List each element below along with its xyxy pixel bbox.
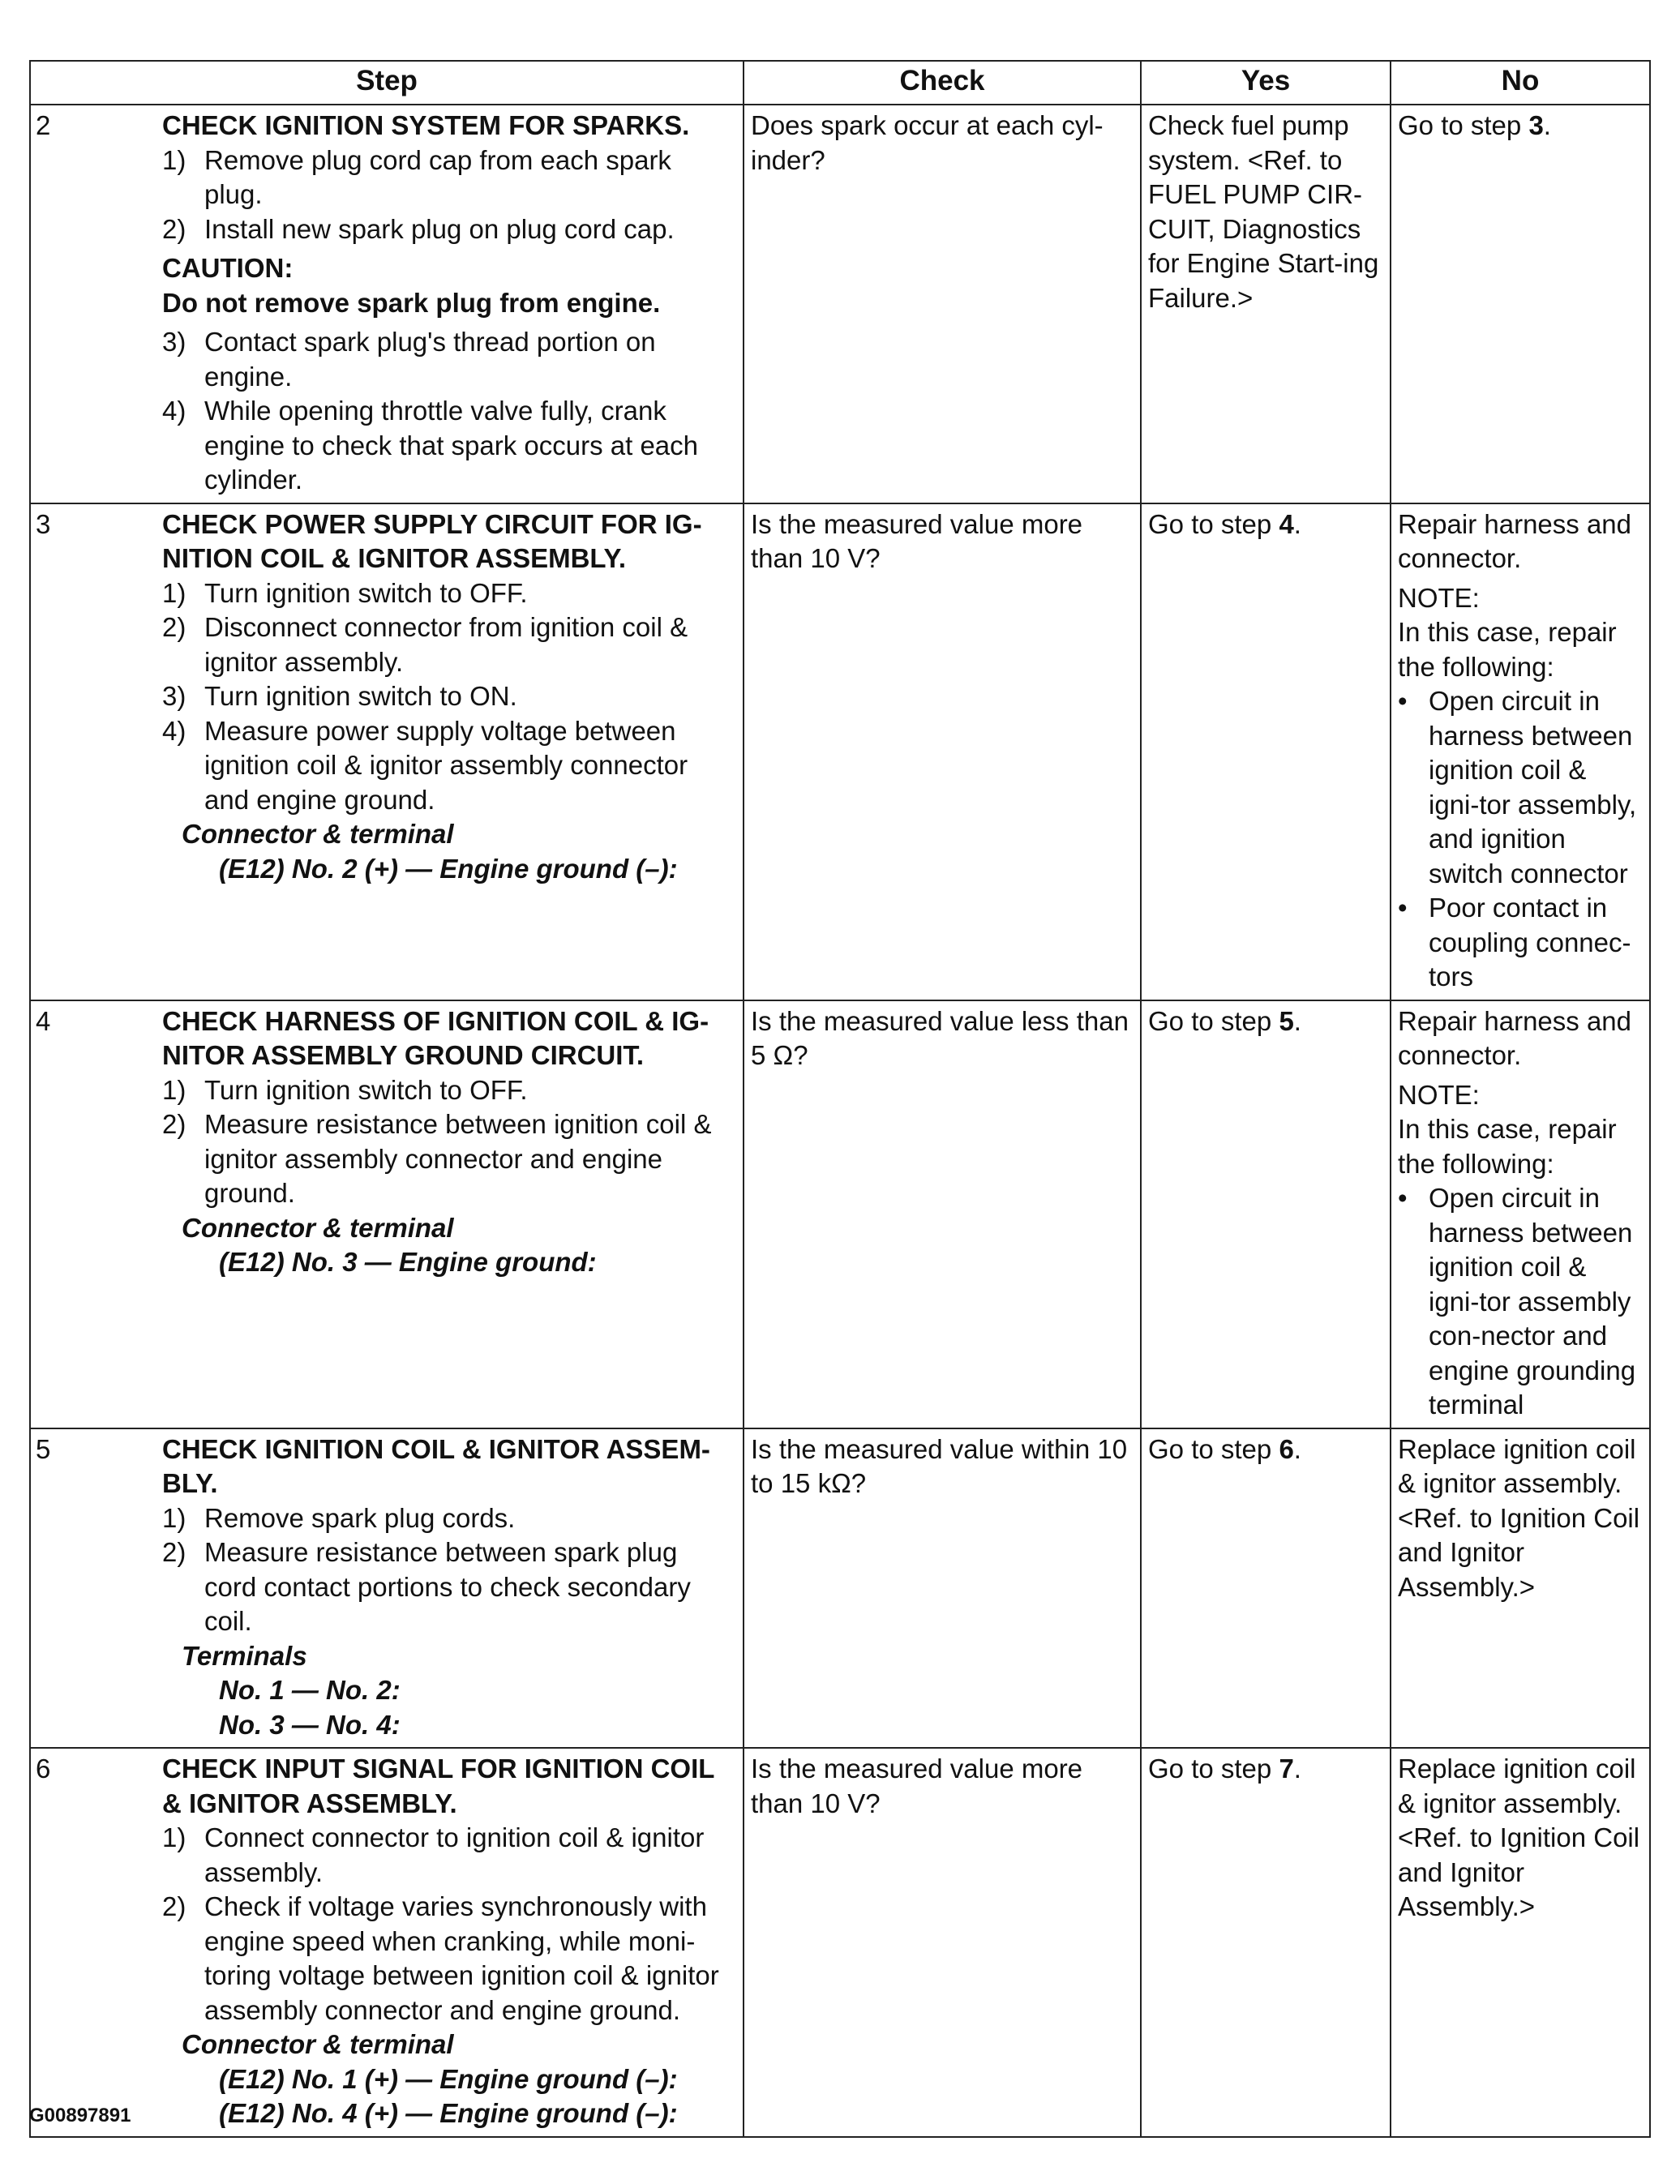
note-label: NOTE: <box>1398 1079 1480 1110</box>
yes-cell <box>1141 1000 1391 1428</box>
yes-goto-text: Go to step <box>1148 1005 1279 1036</box>
item-number: 2) <box>162 213 186 244</box>
step-item <box>162 325 736 394</box>
bullet-text: Poor contact in coupling connec-tors <box>1429 893 1631 991</box>
step-item <box>162 714 736 818</box>
yes-goto-text: Go to step <box>1148 508 1279 539</box>
item-text: Remove plug cord cap from each spark plug. <box>204 144 671 209</box>
item-number: 3) <box>162 327 186 357</box>
item-text: Turn ignition switch to ON. <box>204 681 517 711</box>
no-goto-period: . <box>1543 110 1551 140</box>
item-number: 2) <box>162 612 186 642</box>
step-item <box>162 1107 736 1211</box>
yes-goto-step: 5 <box>1279 1005 1294 1036</box>
condition-value: (E12) No. 3 — Engine ground: <box>219 1247 597 1277</box>
step-item <box>162 394 736 498</box>
table-row-step-4 <box>30 1000 1650 1428</box>
item-number: 1) <box>162 144 186 175</box>
no-goto-step: 3 <box>1528 110 1544 140</box>
check-cell: Is the measured value more than 10 V? <box>744 503 1141 1000</box>
item-number: 4) <box>162 715 186 746</box>
step-number: 6 <box>36 1754 51 1784</box>
item-number: 1) <box>162 577 186 608</box>
caution-label: CAUTION: <box>162 253 294 283</box>
no-cell <box>1391 503 1650 1000</box>
item-text: Turn ignition switch to OFF. <box>204 1074 528 1105</box>
condition-label: Terminals <box>182 1640 307 1671</box>
bullet-text: Open circuit in harness between ignition coil & igni-tor assembly con-nector and engine grounding terminal <box>1429 1183 1636 1420</box>
step-item <box>162 1821 736 1890</box>
caution-text: Do not remove spark plug from engine. <box>162 287 661 318</box>
item-number: 1) <box>162 1822 186 1852</box>
bullet-item <box>1398 1181 1643 1423</box>
step-title: CHECK INPUT SIGNAL FOR IGNITION COIL & IGNITOR ASSEMBLY. <box>162 1754 714 1818</box>
note-text: In this case, repair the following: <box>1398 617 1617 682</box>
item-text: Connect connector to ignition coil & ignitor assembly. <box>204 1822 705 1887</box>
item-text: Remove spark plug cords. <box>204 1502 516 1533</box>
yes-cell: Check fuel pump system. <Ref. to FUEL PUMP CIR-CUIT, Diagnostics for Engine Start-ing Failure.> <box>1141 105 1391 503</box>
header-no: No <box>1391 61 1650 105</box>
item-text: Turn ignition switch to OFF. <box>204 577 528 608</box>
step-item <box>162 143 736 212</box>
item-number: 1) <box>162 1074 186 1105</box>
step-item <box>162 576 736 611</box>
step-cell <box>30 105 744 503</box>
step-title: CHECK IGNITION COIL & IGNITOR ASSEM-BLY. <box>162 1433 710 1498</box>
check-cell: Does spark occur at each cyl-inder? <box>744 105 1141 503</box>
bullet-item <box>1398 891 1643 995</box>
header-row <box>30 61 1650 105</box>
step-item <box>162 1535 736 1639</box>
step-number: 4 <box>36 1005 51 1036</box>
check-cell: Is the measured value less than 5 Ω? <box>744 1000 1141 1428</box>
no-cell: Replace ignition coil & ignitor assembly. <Ref. to Ignition Coil and Ignitor Assembly.> <box>1391 1748 1650 2137</box>
item-number: 3) <box>162 681 186 711</box>
header-check: Check <box>744 61 1141 105</box>
condition-label: Connector & terminal <box>182 819 454 849</box>
step-number: 3 <box>36 508 51 539</box>
item-text: While opening throttle valve fully, crank engine to check that spark occurs at each cylinder. <box>204 396 699 495</box>
step-item <box>162 1501 736 1536</box>
item-text: Install new spark plug on plug cord cap. <box>204 213 675 244</box>
yes-goto-step: 6 <box>1279 1433 1294 1464</box>
step-title: CHECK HARNESS OF IGNITION COIL & IG-NITOR ASSEMBLY GROUND CIRCUIT. <box>162 1005 709 1070</box>
item-number: 1) <box>162 1502 186 1533</box>
table-row-step-6 <box>30 1748 1650 2137</box>
step-item <box>162 1073 736 1108</box>
header-yes: Yes <box>1141 61 1391 105</box>
no-cell: Replace ignition coil & ignitor assembly. <Ref. to Ignition Coil and Ignitor Assembly.> <box>1391 1428 1650 1749</box>
yes-goto-step: 4 <box>1279 508 1294 539</box>
item-text: Measure power supply voltage between ignition coil & ignitor assembly connector and engine ground. <box>204 715 688 815</box>
yes-goto-period: . <box>1293 1005 1301 1036</box>
item-number: 4) <box>162 396 186 426</box>
yes-goto-text: Go to step <box>1148 1433 1279 1464</box>
yes-goto-period: . <box>1293 508 1301 539</box>
table-row-step-2 <box>30 105 1650 503</box>
item-number: 2) <box>162 1109 186 1139</box>
step-item <box>162 679 736 714</box>
condition-value: (E12) No. 4 (+) — Engine ground (–): <box>219 2098 678 2128</box>
no-text: Repair harness and connector. <box>1398 1005 1632 1070</box>
table-row-step-3 <box>30 503 1650 1000</box>
item-text: Measure resistance between spark plug cord contact portions to check secondary coil. <box>204 1537 691 1636</box>
item-text: Check if voltage varies synchronously with engine speed when cranking, while moni-toring voltage between ignition coil & ignitor assembly connector and engine ground. <box>204 1891 719 2025</box>
step-cell <box>30 1748 744 2137</box>
bullet-icon: • <box>1398 1183 1408 1213</box>
check-cell: Is the measured value more than 10 V? <box>744 1748 1141 2137</box>
condition-label: Connector & terminal <box>182 2029 454 2059</box>
table-row-step-5 <box>30 1428 1650 1749</box>
step-item <box>162 1890 736 2028</box>
condition-value: (E12) No. 1 (+) — Engine ground (–): <box>219 2063 678 2094</box>
condition-value: (E12) No. 2 (+) — Engine ground (–): <box>219 853 678 884</box>
yes-cell <box>1141 1748 1391 2137</box>
condition-value: No. 3 — No. 4: <box>219 1709 401 1740</box>
check-cell: Is the measured value within 10 to 15 kΩ? <box>744 1428 1141 1749</box>
condition-value: No. 1 — No. 2: <box>219 1675 401 1705</box>
item-text: Measure resistance between ignition coil & ignitor assembly connector and engine ground. <box>204 1109 712 1208</box>
header-step: Step <box>30 61 744 105</box>
bullet-icon: • <box>1398 893 1408 923</box>
yes-goto-text: Go to step <box>1148 1754 1279 1784</box>
yes-cell <box>1141 1428 1391 1749</box>
note-label: NOTE: <box>1398 582 1480 613</box>
bullet-icon: • <box>1398 686 1408 716</box>
yes-goto-period: . <box>1293 1754 1301 1784</box>
figure-id: G00897891 <box>29 2105 131 2126</box>
item-text: Contact spark plug's thread portion on engine. <box>204 327 656 392</box>
yes-cell <box>1141 503 1391 1000</box>
yes-goto-step: 7 <box>1279 1754 1294 1784</box>
no-cell <box>1391 1000 1650 1428</box>
step-cell <box>30 503 744 1000</box>
step-cell <box>30 1428 744 1749</box>
step-item <box>162 610 736 679</box>
step-number: 2 <box>36 110 51 140</box>
step-title: CHECK IGNITION SYSTEM FOR SPARKS. <box>162 110 690 140</box>
no-cell <box>1391 105 1650 503</box>
item-text: Disconnect connector from ignition coil & ignitor assembly. <box>204 612 688 677</box>
step-cell <box>30 1000 744 1428</box>
bullet-text: Open circuit in harness between ignition coil & igni-tor assembly, and ignition switch connector <box>1429 686 1637 889</box>
no-goto-text: Go to step <box>1398 110 1529 140</box>
diagnostic-table <box>29 60 1651 2138</box>
no-text: Repair harness and connector. <box>1398 508 1632 573</box>
note-text: In this case, repair the following: <box>1398 1114 1617 1179</box>
condition-label: Connector & terminal <box>182 1212 454 1243</box>
step-number: 5 <box>36 1433 51 1464</box>
bullet-item <box>1398 684 1643 891</box>
yes-goto-period: . <box>1293 1433 1301 1464</box>
step-item <box>162 212 736 247</box>
item-number: 2) <box>162 1537 186 1567</box>
item-number: 2) <box>162 1891 186 1921</box>
step-title: CHECK POWER SUPPLY CIRCUIT FOR IG-NITION COIL & IGNITOR ASSEMBLY. <box>162 508 702 573</box>
